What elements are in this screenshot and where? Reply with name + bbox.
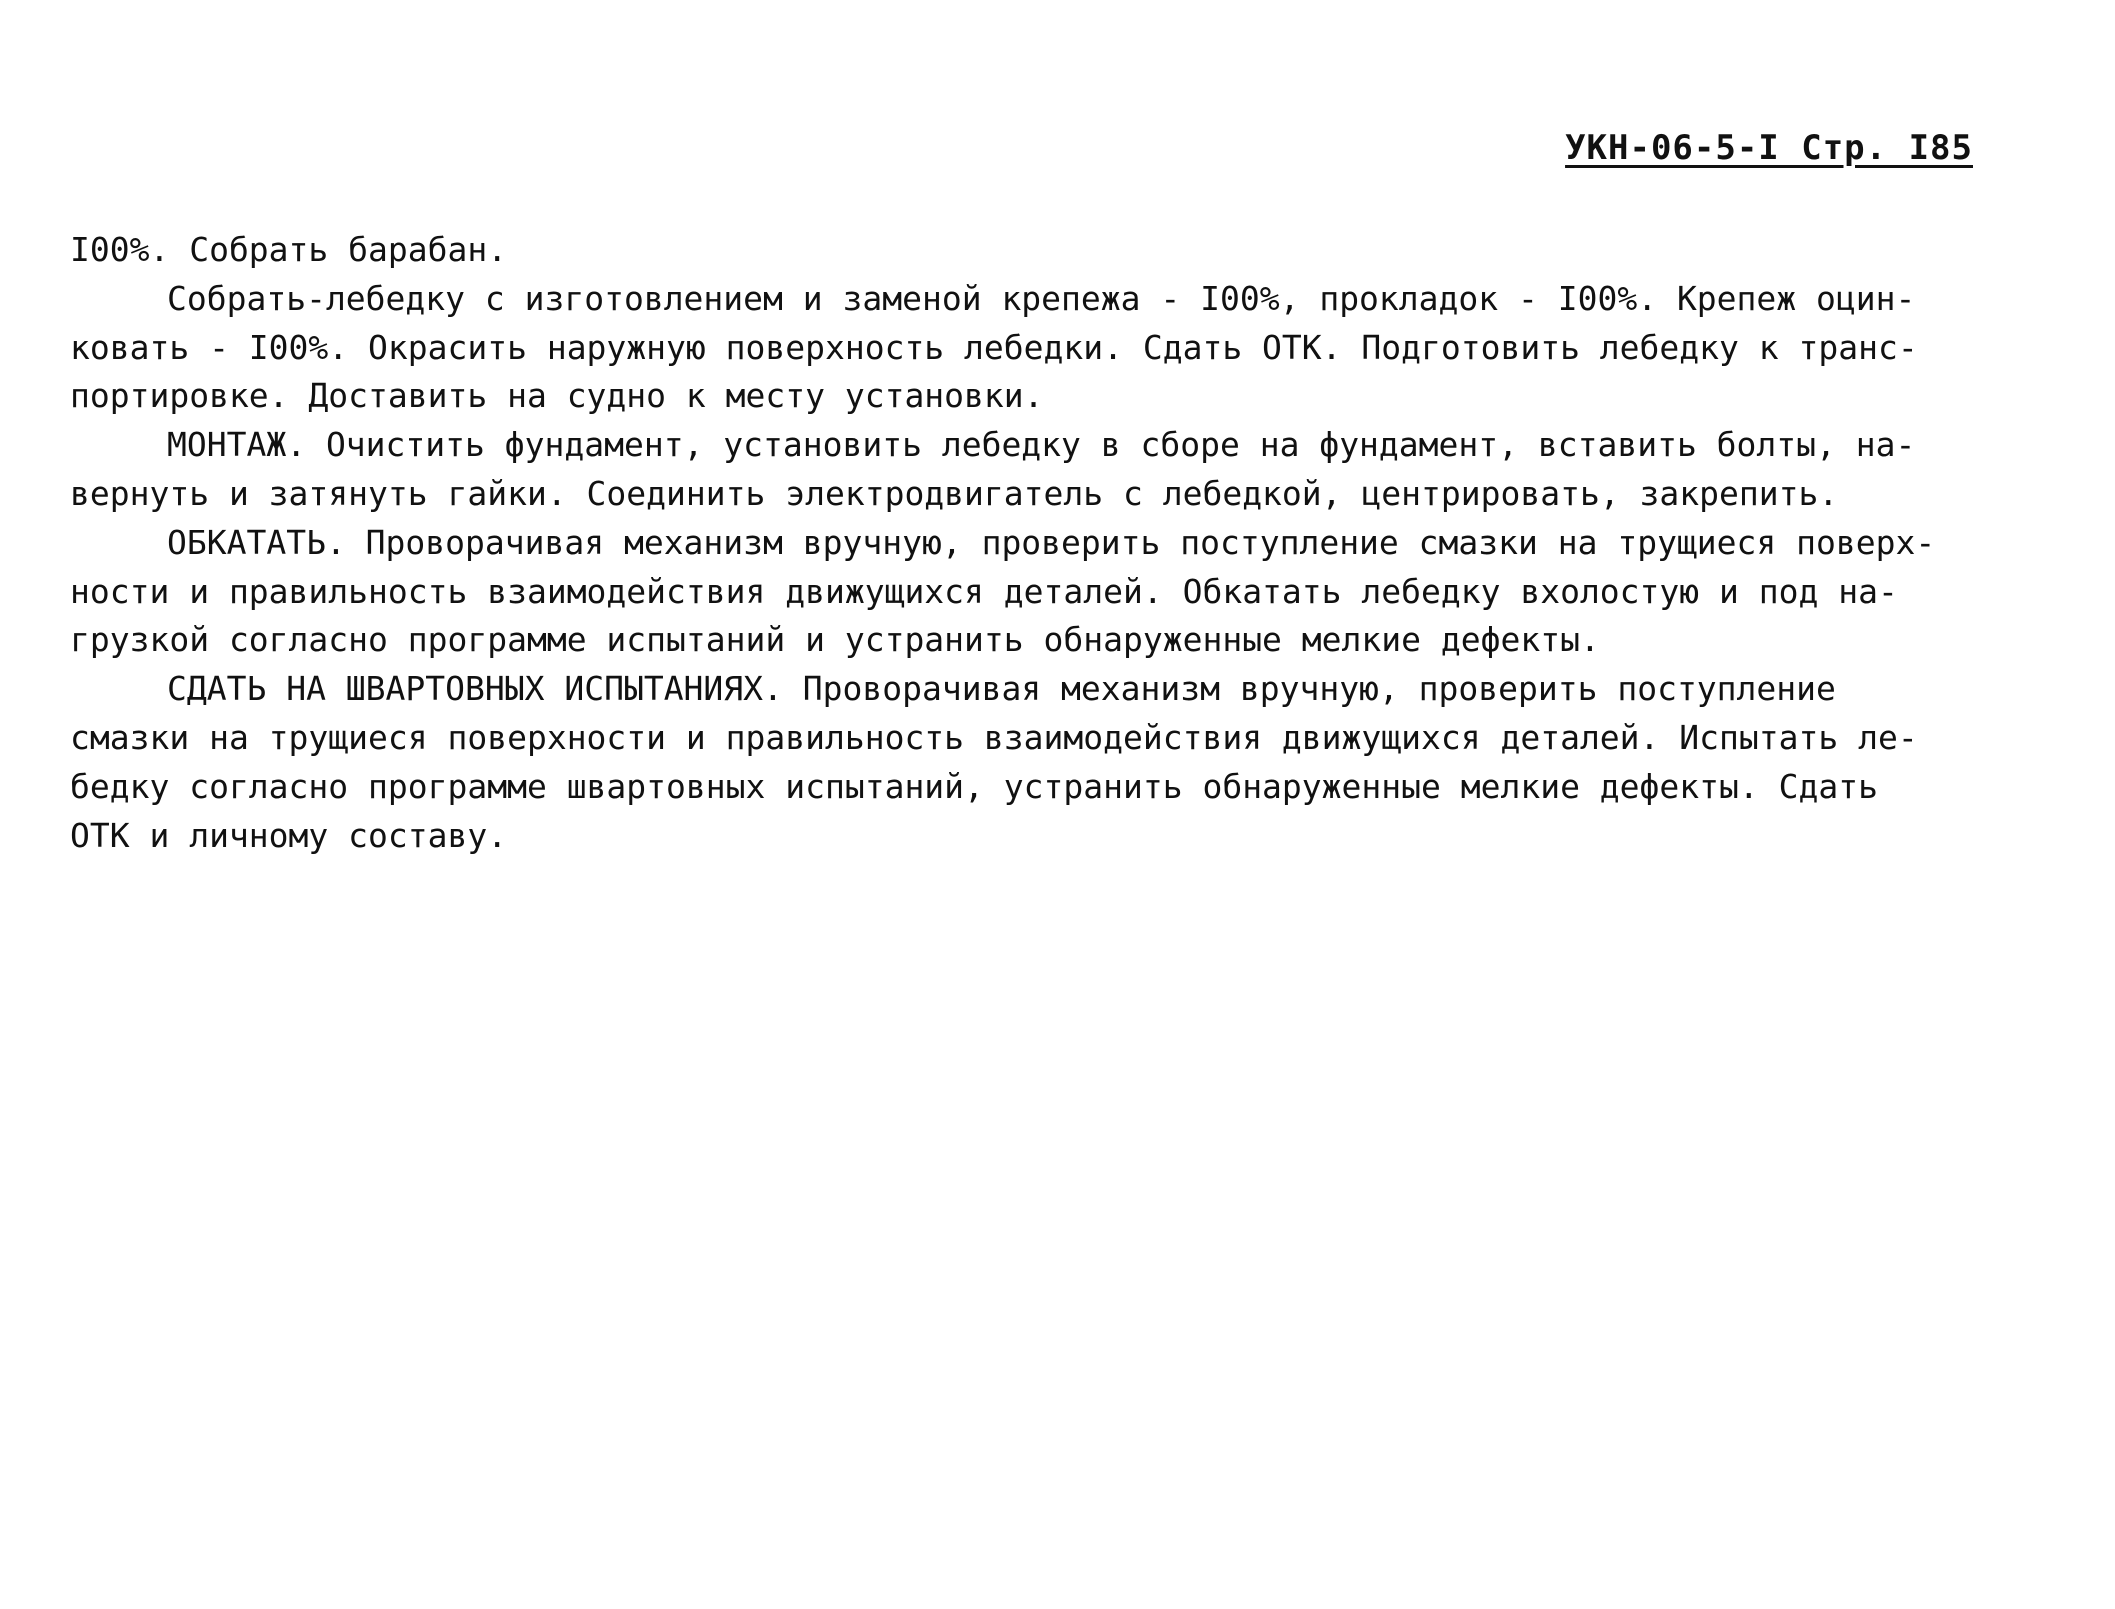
text-line: грузкой согласно программе испытаний и устранить обнаруженные мелкие дефекты. — [70, 620, 1600, 660]
page-header-doc-ref: УКН-06-5-I Стр. I85 — [1565, 128, 1973, 168]
text-line: смазки на трущиеся поверхности и правильность взаимодействия движущихся деталей. Испытать ле- — [70, 717, 1918, 757]
text-line: МОНТАЖ. Очистить фундамент, установить лебедку в сборе на фундамент, вставить болты, на- — [167, 425, 1916, 465]
text-line: ОБКАТАТЬ. Проворачивая механизм вручную, проверить поступление смазки на трущиеся поверх- — [167, 522, 1936, 562]
text-line: ности и правильность взаимодействия движущихся деталей. Обкатать лебедку вхолостую и под на- — [70, 571, 1898, 611]
document-body — [70, 226, 2030, 860]
text-line: портировке. Доставить на судно к месту установки. — [70, 376, 1044, 416]
text-line: ковать - I00%. Окрасить наружную поверхность лебедки. Сдать ОТК. Подготовить лебедку к транс- — [70, 327, 1918, 367]
text-line: Собрать-лебедку с изготовлением и заменой крепежа - I00%, прокладок - I00%. Крепеж оцин- — [167, 278, 1916, 318]
text-line: ОТК и личному составу. — [70, 815, 508, 855]
text-line: вернуть и затянуть гайки. Соединить электродвигатель с лебедкой, центрировать, закрепить. — [70, 473, 1839, 513]
text-line: бедку согласно программе швартовных испытаний, устранить обнаруженные мелкие дефекты. Сдать — [70, 766, 1878, 806]
text-line: I00%. Собрать барабан. — [70, 230, 508, 269]
text-line: СДАТЬ НА ШВАРТОВНЫХ ИСПЫТАНИЯХ. Проворачивая механизм вручную, проверить поступление — [167, 669, 1836, 709]
